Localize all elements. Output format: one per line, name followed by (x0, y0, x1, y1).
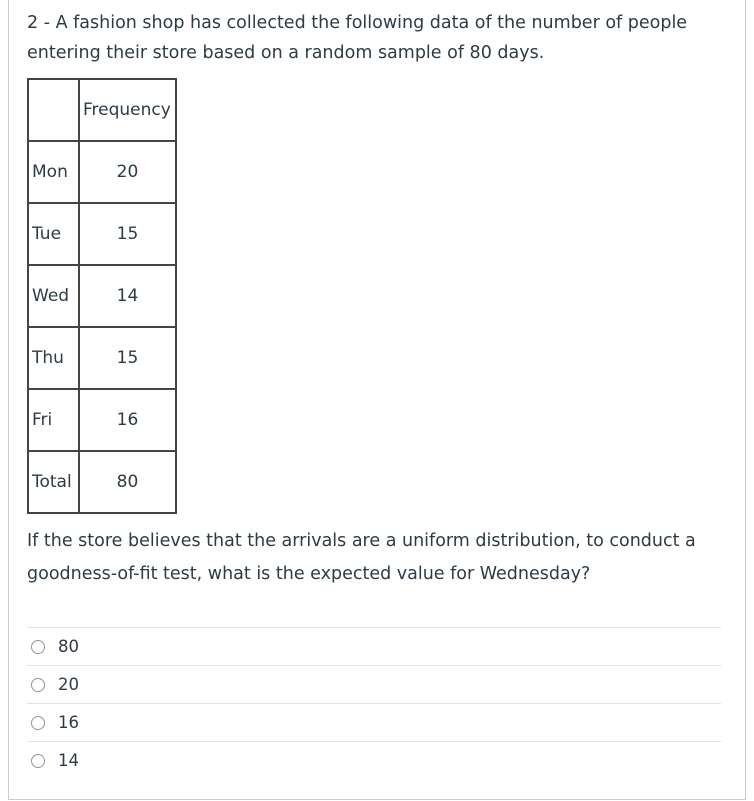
frequency-cell: 15 (79, 327, 176, 389)
radio-button[interactable] (31, 716, 45, 730)
question-text: 2 - A fashion shop has collected the following data of the number of people entering their store based on a random sample of 80 days. (27, 13, 688, 63)
day-cell: Tue (28, 203, 79, 265)
answer-option-14[interactable] (27, 741, 721, 779)
table-header-row (28, 79, 176, 141)
answer-list (27, 627, 721, 779)
table-corner-cell (28, 79, 79, 141)
table-row (28, 389, 176, 451)
day-cell: Mon (28, 141, 79, 203)
radio-button[interactable] (31, 754, 45, 768)
answer-option-16[interactable] (27, 703, 721, 741)
column-header-frequency: Frequency (79, 79, 176, 141)
table-row (28, 265, 176, 327)
table-row (28, 203, 176, 265)
day-cell: Fri (28, 389, 79, 451)
total-label-cell: Total (28, 451, 79, 513)
table-row (28, 327, 176, 389)
answer-label: 16 (58, 713, 79, 732)
answer-option-80[interactable] (27, 627, 721, 665)
radio-button[interactable] (31, 640, 45, 654)
question-followup-text: If the store believes that the arrivals are a uniform distribution, to conduct a goodness-of-fit test, what is the expected value for Wednesday? (27, 531, 696, 584)
table-row-total (28, 451, 176, 513)
table-row (28, 141, 176, 203)
question-card (8, 0, 746, 800)
frequency-cell: 14 (79, 265, 176, 327)
frequency-cell: 15 (79, 203, 176, 265)
day-cell: Thu (28, 327, 79, 389)
total-value-cell: 80 (79, 451, 176, 513)
frequency-cell: 16 (79, 389, 176, 451)
answer-label: 20 (58, 675, 79, 694)
answer-option-20[interactable] (27, 665, 721, 703)
radio-button[interactable] (31, 678, 45, 692)
answer-label: 14 (58, 751, 79, 770)
day-cell: Wed (28, 265, 79, 327)
frequency-table (27, 78, 177, 514)
frequency-cell: 20 (79, 141, 176, 203)
answer-label: 80 (58, 637, 79, 656)
